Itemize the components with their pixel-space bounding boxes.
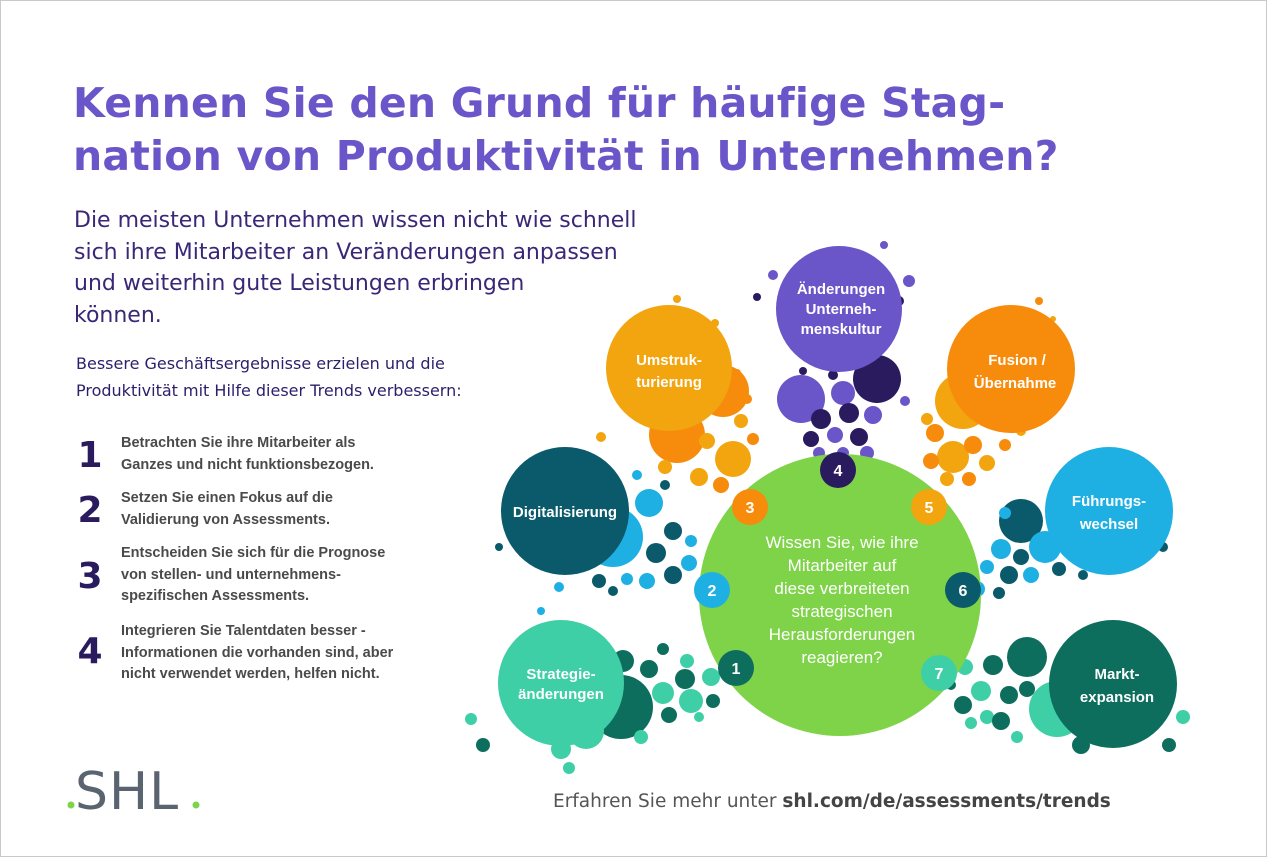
- challenge-label: änderungen: [518, 686, 604, 703]
- badge-number: 3: [745, 500, 755, 517]
- step-text-line: Informationen die vorhanden sind, aber: [121, 644, 394, 661]
- step-number: 4: [77, 631, 103, 672]
- challenge-label: Digitalisierung: [512, 504, 618, 521]
- subheading-line-1: Bessere Geschäftsergebnisse erzielen und die: [76, 354, 445, 373]
- challenge-digitalization: [501, 447, 629, 575]
- step-text-line: Setzen Sie einen Fokus auf die: [121, 490, 333, 506]
- badge-number: 6: [958, 583, 968, 600]
- intro-line-2: sich ihre Mitarbeiter an Veränderungen anpassen: [74, 239, 618, 265]
- step-number: 3: [77, 556, 103, 597]
- badge-number: 1: [731, 661, 741, 678]
- center-line: Wissen Sie, wie ihre: [765, 533, 919, 552]
- challenge-culture: [776, 246, 902, 372]
- step-text-line: spezifischen Assessments.: [121, 588, 310, 604]
- challenge-label: Markt-: [1094, 666, 1140, 683]
- challenge-label: Unterneh-: [805, 301, 877, 318]
- challenge-bubble: [1049, 620, 1177, 748]
- step-number: 2: [77, 490, 103, 531]
- step-text-line: nicht verwendet werden, helfen nicht.: [121, 666, 380, 682]
- center-line: Mitarbeiter auf: [787, 556, 897, 575]
- challenge-market: [1049, 620, 1177, 748]
- badge-number: 4: [833, 463, 843, 480]
- title-line-2: nation von Produktivität in Unternehmen?: [73, 132, 1059, 180]
- badge-number: 5: [924, 500, 934, 517]
- challenge-label: turierung: [636, 374, 702, 391]
- center-line: diese verbreiteten: [774, 579, 910, 598]
- challenge-restructuring: [606, 305, 732, 431]
- challenge-strategy: [498, 620, 624, 746]
- challenge-label: Änderungen: [796, 281, 886, 298]
- challenge-label: Strategie-: [526, 666, 596, 683]
- subheading-line-2: Produktivität mit Hilfe dieser Trends verbessern:: [76, 381, 462, 400]
- challenge-bubble: [1045, 447, 1173, 575]
- challenge-label: menskultur: [800, 321, 882, 338]
- badge-number: 2: [707, 583, 717, 600]
- challenge-label: Umstruk-: [636, 352, 702, 369]
- badge-number: 7: [934, 666, 944, 683]
- shl-logo: [67, 753, 207, 815]
- step-text-line: Betrachten Sie ihre Mitarbeiter als: [121, 435, 356, 451]
- challenge-label: wechsel: [1079, 516, 1139, 533]
- center-line: strategischen: [791, 602, 893, 621]
- title-line-1: Kennen Sie den Grund für häufige Stag-: [73, 79, 1006, 127]
- footer-prefix: Erfahren Sie mehr unter: [553, 791, 783, 812]
- center-line: reagieren?: [801, 648, 883, 667]
- step-text-line: Ganzes und nicht funktionsbezogen.: [121, 456, 374, 473]
- center-line: Herausforderungen: [768, 625, 916, 644]
- step-text-line: von stellen- und unternehmens-: [121, 566, 341, 583]
- challenge-label: Fusion /: [988, 352, 1046, 369]
- challenge-leadership: [1045, 447, 1173, 575]
- challenge-bubble: [947, 305, 1075, 433]
- challenges-bubble-diagram: [1, 1, 1266, 856]
- challenge-label: expansion: [1079, 689, 1155, 706]
- logo-text: SHL: [75, 762, 180, 815]
- challenge-bubble: [498, 620, 624, 746]
- footer-url[interactable]: shl.com/de/assessments/trends: [782, 791, 1111, 812]
- challenge-label: Übernahme: [973, 375, 1057, 392]
- footer-link-text: [553, 791, 1111, 812]
- challenge-merger: [947, 305, 1075, 433]
- intro-line-1: Die meisten Unternehmen wissen nicht wie schnell: [74, 208, 637, 233]
- step-number: 1: [77, 435, 103, 476]
- intro-line-4: können.: [74, 302, 162, 328]
- intro-line-3: und weiterhin gute Leistungen erbringen: [74, 271, 525, 296]
- challenge-label: Führungs-: [1071, 493, 1147, 510]
- step-text-line: Entscheiden Sie sich für die Prognose: [121, 545, 386, 561]
- step-text-line: Integrieren Sie Talentdaten besser -: [121, 623, 366, 639]
- step-text-line: Validierung von Assessments.: [121, 511, 330, 528]
